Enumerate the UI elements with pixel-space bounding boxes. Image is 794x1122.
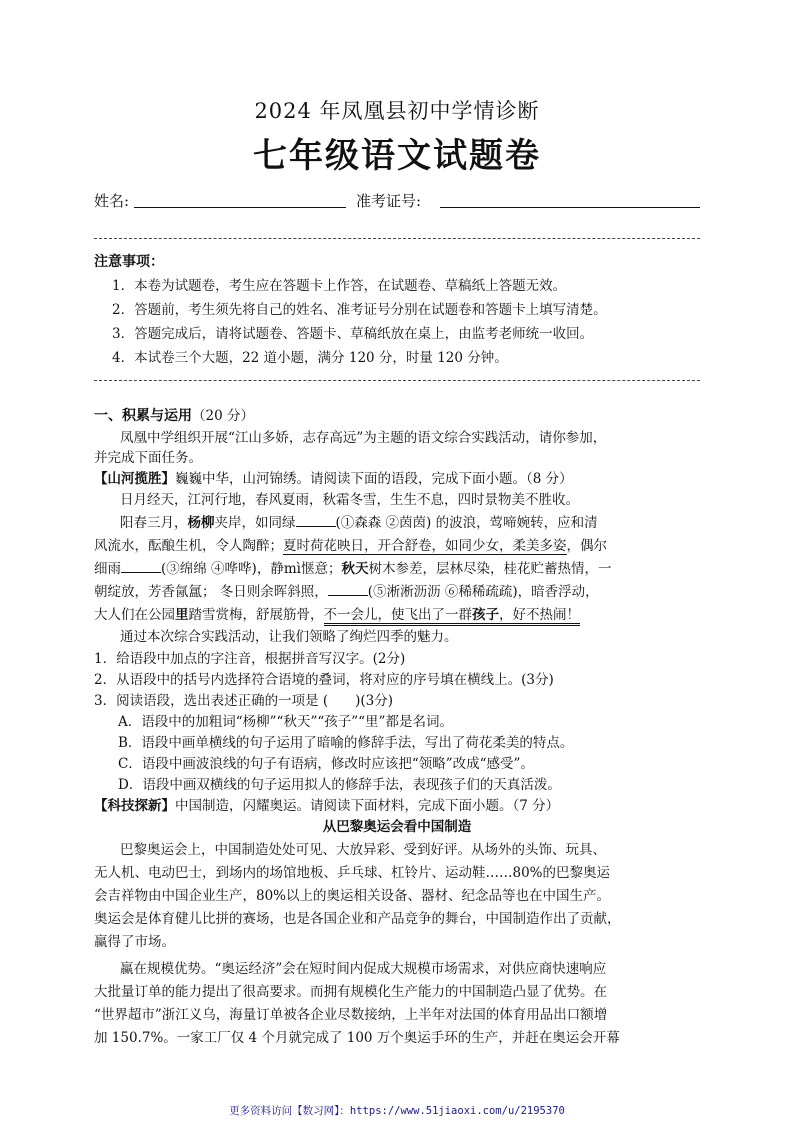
passage-line — [94, 605, 580, 625]
task1-tag: 【山河揽胜】 — [94, 471, 175, 487]
text-span: ，偶尔 — [566, 538, 607, 554]
fill-blank-2[interactable] — [121, 559, 161, 573]
article-title: 从巴黎奥运会看中国制造 — [322, 819, 472, 835]
notice-item: 4．本试卷三个大题，22 道小题，满分 120 分，时量 120 分钟。 — [112, 350, 508, 366]
article-line: 奥运会是体育健儿比拼的赛场，也是各国企业和产品竞争的舞台，中国制造作出了贡献， — [94, 911, 621, 927]
article-line: 加 150.7%。一家工厂仅 4 个月就完成了 100 万个奥运手环的生产，并赶在奥运会开幕 — [94, 1030, 620, 1046]
passage-line — [94, 582, 599, 602]
section1-heading: 一、积累与运用 — [94, 408, 192, 424]
option-c: C．语段中画波浪线的句子有语病，修改时应该把“领略”改成“感受”。 — [118, 756, 534, 772]
text-span: 阳春三月， — [120, 515, 188, 531]
article-line: 无人机、电动巴士，到场内的场馆地板、乒乓球、杠铃片、运动鞋……80%的巴黎奥运 — [94, 865, 611, 881]
section1-header — [94, 406, 254, 426]
text-span: 风流水，酝酿生机，令人陶醉； — [94, 538, 283, 554]
question-1: 1．给语段中加点的字注音，根据拼音写汉字。(2分) — [94, 651, 406, 667]
option-b: B．语段中画单横线的句子运用了暗喻的修辞手法，写出了荷花柔美的特点。 — [118, 735, 574, 751]
passage-line — [94, 559, 611, 579]
article-line: 赢在规模优势。“奥运经济”会在短时间内促成大规模市场需求，对供应商快速响应 — [120, 961, 607, 977]
id-field[interactable] — [440, 207, 700, 208]
divider-top — [94, 238, 700, 239]
bold-word-yangliu: 杨柳 — [187, 515, 215, 531]
text-span: 细雨 — [94, 561, 121, 577]
paper-title: 七年级语文试题卷 — [253, 136, 541, 176]
text-span: ，好不热闹！ — [499, 607, 580, 623]
notice-item: 3．答题完成后，请将试题卷、答题卡、草稿纸放在桌上，由监考老师统一收回。 — [112, 326, 594, 342]
text-span: (③绵绵 ④哗哗)，静mì惬意； — [161, 561, 342, 577]
bold-word-qiutian: 秋天 — [341, 561, 369, 577]
task1-text: 巍巍中华，山河锦绣。请阅读下面的语段，完成下面小题。（8 分） — [175, 471, 573, 487]
question-3: 3．阅读语段，选出表述正确的一项是 ( )(3分) — [94, 693, 394, 709]
name-field[interactable] — [134, 207, 346, 208]
text-span: 不一会儿，使飞出了一群 — [323, 607, 472, 623]
task2-text: 中国制造，闪耀奥运。请阅读下面材料，完成下面小题。（7 分） — [175, 798, 560, 814]
article-line: 巴黎奥运会上，中国制造处处可见、大放异彩、受到好评。从场外的头饰、玩具、 — [120, 842, 606, 858]
footer-link[interactable]: 更多资料访问【数习网】：https://www.51jiaoxi.com/u/2195370 — [229, 1105, 565, 1117]
text-span: 夹岸，如同绿 — [214, 515, 296, 531]
text-span: (①森森 ②茵茵) 的波浪，莺啼婉转，应和清 — [335, 515, 598, 531]
fill-blank-1[interactable] — [296, 513, 336, 527]
name-label: 姓名: — [94, 192, 130, 210]
article-line: 会吉祥物由中国企业生产，80%以上的奥运相关设备、器材、纪念品等也在中国生产。 — [94, 888, 611, 904]
double-underline-sentence — [324, 607, 581, 626]
candidate-info-row — [94, 190, 700, 212]
notice-heading: 注意事项： — [94, 254, 164, 270]
article-line: 赢得了市场。 — [94, 934, 175, 950]
single-underline-sentence: 夏时荷花映日，开合舒卷，如同少女，柔美多姿 — [283, 538, 567, 554]
question-2: 2．从语段中的括号内选择符合语境的叠词，将对应的序号填在横线上。(3分) — [94, 672, 554, 688]
article-line: 大批量订单的能力提出了很高要求。而拥有规模化生产能力的中国制造凸显了优势。在 — [94, 984, 607, 1000]
fill-blank-3[interactable] — [328, 582, 368, 596]
task2-line — [94, 796, 559, 816]
notice-item: 2．答题前，考生须先将自己的姓名、准考证号分别在试题卷和答题卡上填写清楚。 — [112, 302, 607, 318]
divider-bottom — [94, 380, 700, 381]
bold-word-li: 里 — [175, 607, 189, 623]
passage-line: 通过本次综合实践活动，让我们领略了绚烂四季的魅力。 — [120, 629, 458, 645]
passage-line: 日月经天，江河行地，春风夏雨，秋霜冬雪，生生不息，四时景物美不胜收。 — [120, 492, 579, 508]
id-label: 准考证号: — [356, 192, 422, 210]
option-d: D．语段中画双横线的句子运用拟人的修辞手法，表现孩子们的天真活泼。 — [118, 777, 561, 793]
text-span: 大人们在公园 — [94, 607, 175, 623]
text-span: 朝绽放，芳香氤氲； 冬日则余晖斜照， — [94, 584, 328, 600]
section1-score: （20 分） — [192, 408, 254, 424]
text-span: (⑤淅淅沥沥 ⑥稀稀疏疏)，暗香浮动， — [367, 584, 599, 600]
task2-tag: 【科技探新】 — [94, 798, 175, 814]
passage-line — [94, 536, 607, 556]
intro-line: 凤凰中学组织开展“江山多娇，志存高远”为主题的语文综合实践活动，请你参加， — [120, 430, 607, 446]
task1-line — [94, 469, 573, 489]
option-a: A．语段中的加粗词“杨柳”“秋天”“孩子”“里”都是名词。 — [118, 714, 453, 730]
bold-word-haizi: 孩子 — [472, 607, 499, 623]
text-span: 树木参差，层林尽染，桂花贮蓄热情，一 — [368, 561, 612, 577]
intro-line: 并完成下面任务。 — [94, 450, 202, 466]
passage-line — [120, 513, 598, 533]
notice-item: 1．本卷为试题卷，考生应在答题卡上作答，在试题卷、草稿纸上答题无效。 — [112, 278, 567, 294]
exam-title: 2024 年凤凰县初中学情诊断 — [254, 99, 540, 123]
text-span: 踏雪赏梅，舒展筋骨， — [188, 607, 324, 623]
article-line: “世界超市”浙江义乌，海量订单被各企业尽数接纳，上半年对法国的体育用品出口额增 — [94, 1007, 608, 1023]
